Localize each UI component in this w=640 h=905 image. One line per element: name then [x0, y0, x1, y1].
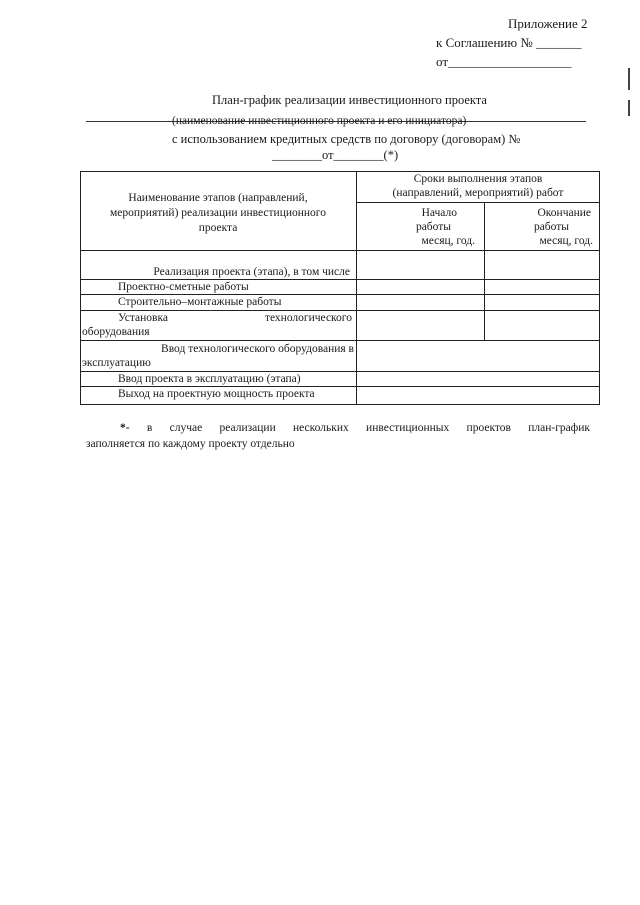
- table-row-equipment-installation: Установка технологического оборудования: [82, 312, 352, 338]
- agreement-date: от___________________: [436, 54, 572, 69]
- table-row-construction: Строительно–монтажные работы: [118, 296, 282, 308]
- stages-column-header: Наименование этапов (направлений, мероприятий) реализации инвестиционного проекта: [110, 192, 326, 234]
- table-border-bottom: [80, 404, 600, 405]
- footnote-line-1: *- в случае реализации нескольких инвестиционных проектов план-график: [120, 422, 590, 434]
- credit-agreement-date-line: ________от________(*): [272, 148, 399, 162]
- header-bottom-line: [80, 250, 600, 251]
- start-column-header: Начало работы месяц, год.: [415, 207, 475, 247]
- schedule-table: [80, 171, 600, 405]
- document-title: План-график реализации инвестиционного проекта: [212, 93, 487, 107]
- deadlines-column-header: Сроки выполнения этапов (направлений, мероприятий) работ: [392, 173, 564, 199]
- scan-mark: [628, 68, 630, 90]
- agreement-reference: к Соглашению № _______: [436, 35, 582, 50]
- table-border-right: [599, 171, 600, 405]
- table-row-design-estimates: Проектно-сметные работы: [118, 281, 249, 293]
- appendix-title: Приложение 2: [508, 16, 588, 31]
- table-row-project-commissioning: Ввод проекта в эксплуатацию (этапа): [118, 373, 301, 385]
- table-row-design-capacity: Выход на проектную мощность проекта: [118, 388, 315, 400]
- table-row-equipment-commissioning: Ввод технологического оборудования в эксплуатацию: [82, 343, 354, 369]
- credit-agreement-line: с использованием кредитных средств по договору (договорам) №: [172, 132, 521, 146]
- end-column-header: Окончание работы месяц, год.: [533, 207, 593, 247]
- scan-mark: [628, 100, 630, 116]
- header-subdivider: [356, 202, 600, 203]
- project-name-caption: (наименование инвестиционного проекта и его инициатора): [172, 115, 467, 127]
- footnote-line-2: заполняется по каждому проекту отдельно: [86, 438, 295, 450]
- table-row-project-implementation: Реализация проекта (этапа), в том числе: [153, 266, 350, 278]
- row-line: [80, 340, 600, 341]
